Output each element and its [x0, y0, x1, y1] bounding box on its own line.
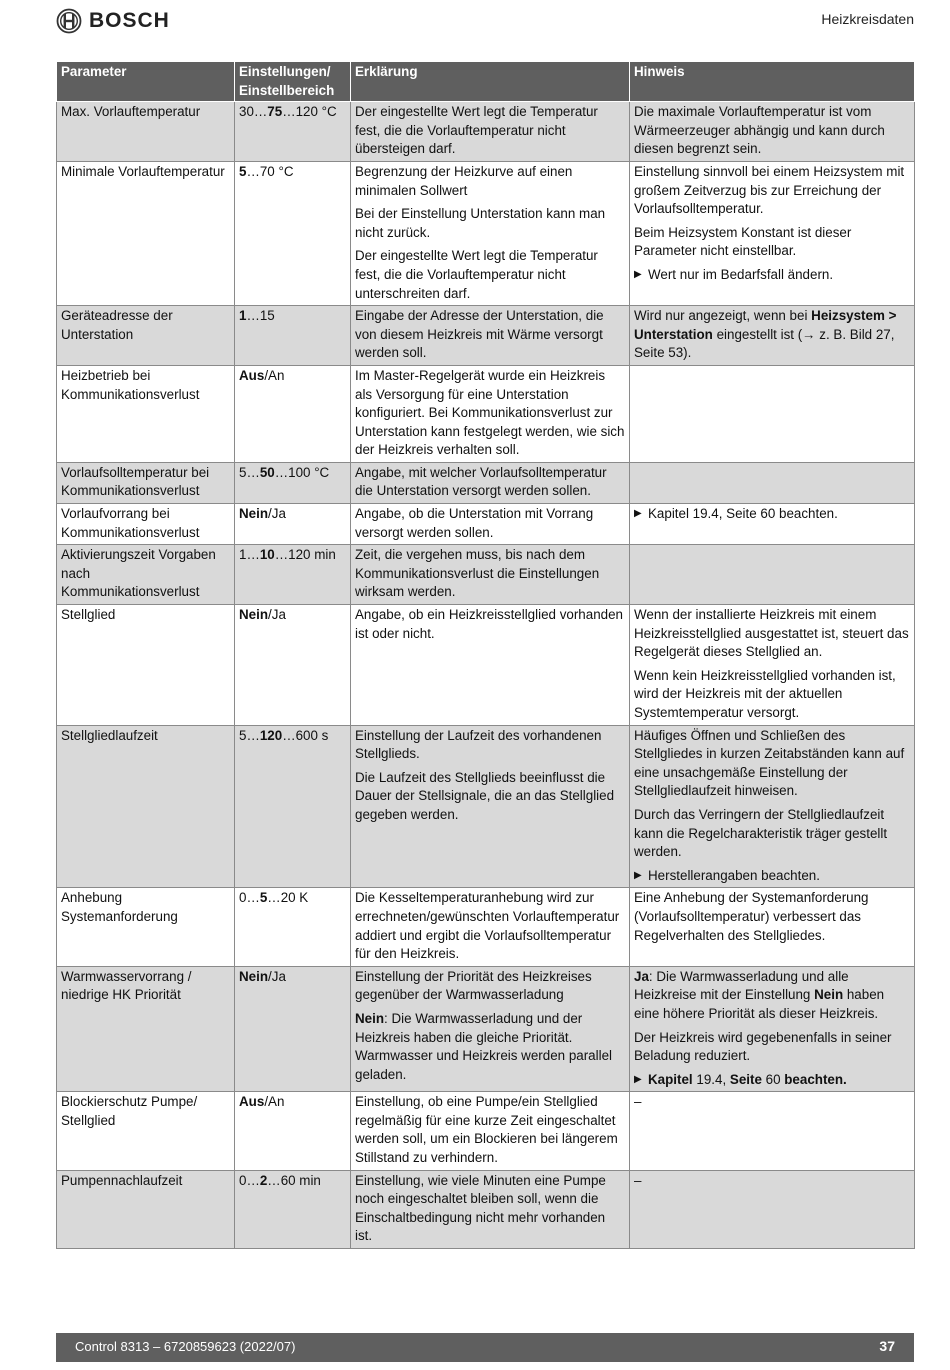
explanation-cell: [351, 725, 630, 888]
explanation-cell: [351, 504, 630, 545]
cell-paragraph: Eingabe der Adresse der Unterstation, die von diesem Heizkreis mit Wärme versorgt werden soll.: [355, 308, 604, 361]
note-cell: [630, 966, 915, 1092]
setting-cell: Nein/Ja: [235, 966, 351, 1092]
cell-paragraph: Im Master-Regelgerät wurde ein Heizkreis als Versorgung für eine Unterstation konfiguriert. Bei Kommunikationsverlust zur Unterstation kann festgelegt werden, wie sich der Heizkreis verhalten soll.: [355, 367, 625, 458]
cell-paragraph: Zeit, die vergehen muss, bis nach dem Kommunikationsverlust die Einstellungen wirksam werden.: [355, 547, 600, 600]
setting-cell: 5…120…600 s: [235, 725, 351, 888]
table-row: [57, 462, 915, 503]
note-cell: [630, 605, 915, 726]
table-row: [57, 504, 915, 545]
explanation-cell: [351, 102, 630, 162]
bullet-triangle-icon: ▶: [634, 268, 642, 280]
column-header: Einstellungen/ Einstellbereich: [235, 62, 351, 102]
cell-paragraph: –: [634, 1094, 642, 1110]
cell-paragraph: Begrenzung der Heizkurve auf einen minimalen Sollwert: [355, 163, 573, 198]
parameter-cell: Aktivierungszeit Vorgaben nach Kommunikationsverlust: [57, 545, 235, 605]
table-row: [57, 605, 915, 726]
parameter-cell: Vorlaufsolltemperatur bei Kommunikationsverlust: [57, 462, 235, 503]
setting-cell: 0…5…20 K: [235, 888, 351, 966]
cell-paragraph: Häufiges Öffnen und Schließen des Stellgliedes in kurzen Zeitabständen kann auf eine unsachgemäße Einstellung der Stellgliedlaufzeit hinweisen.: [634, 727, 905, 799]
cell-paragraph: Einstellung sinnvoll bei einem Heizsystem mit großem Zeitverzug bis zur Erreichung der Vorlaufsolltemperatur.: [634, 163, 905, 217]
cell-paragraph: Der Heizkreis wird gegebenenfalls in seiner Beladung reduziert.: [634, 1029, 892, 1064]
table-row: [57, 545, 915, 605]
parameter-cell: Warmwasservorrang / niedrige HK Priorität: [57, 966, 235, 1092]
document-id: Control 8313 – 6720859623 (2022/07): [75, 1339, 296, 1354]
explanation-cell: [351, 1170, 630, 1248]
cell-paragraph: Nein: Die Warmwasserladung und der Heizkreis haben die gleiche Priorität. Warmwasser und Heizkreis werden parallel geladen.: [355, 1010, 612, 1082]
explanation-cell: [351, 365, 630, 462]
column-header: Erklärung: [351, 62, 630, 102]
setting-cell: 5…70 °C: [235, 161, 351, 305]
cell-paragraph: Wird nur angezeigt, wenn bei Heizsystem > Unterstation eingestellt ist (→ z. B. Bild 27, Seite 53).: [634, 308, 897, 361]
parameter-cell: Heizbetrieb bei Kommunikationsverlust: [57, 365, 235, 462]
note-cell: [630, 888, 915, 966]
cell-paragraph: Angabe, mit welcher Vorlaufsolltemperatur die Unterstation versorgt werden sollen.: [355, 464, 607, 499]
parameter-cell: Blockierschutz Pumpe/ Stellglied: [57, 1092, 235, 1170]
column-header: Parameter: [57, 62, 235, 102]
note-cell: [630, 306, 915, 366]
cell-paragraph: Einstellung, wie viele Minuten eine Pumpe noch eingeschaltet bleiben soll, wenn die Einschaltbedingung nicht mehr vorhanden ist.: [355, 1172, 606, 1244]
cell-paragraph: Wenn der installierte Heizkreis mit einem Heizkreisstellglied ausgestattet ist, steuert das Regelgerät dieses Stellglied an.: [634, 607, 909, 660]
cell-paragraph: Der eingestellte Wert legt die Temperatur fest, die die Vorlauftemperatur nicht übersteigen darf.: [355, 104, 598, 157]
cell-paragraph: Die maximale Vorlauftemperatur ist vom Wärmeerzeuger abhängig und kann durch diesen begrenzt sein.: [634, 104, 885, 157]
cell-paragraph: Bei der Einstellung Unterstation kann man nicht zurück.: [355, 206, 606, 240]
parameter-cell: Vorlaufvorrang bei Kommunikationsverlust: [57, 504, 235, 545]
setting-cell: 5…50…100 °C: [235, 462, 351, 503]
parameter-cell: Pumpennachlaufzeit: [57, 1170, 235, 1248]
cell-paragraph: ▶ Kapitel 19.4, Seite 60 beachten.: [634, 1071, 910, 1090]
parameter-cell: Minimale Vorlauftemperatur: [57, 161, 235, 305]
explanation-cell: [351, 605, 630, 726]
cell-paragraph: Die Laufzeit des Stellglieds beeinflusst die Dauer der Stellsignale, die an das Stellglied gegeben werden.: [355, 769, 615, 822]
setting-cell: 30…75…120 °C: [235, 102, 351, 162]
setting-cell: Aus/An: [235, 1092, 351, 1170]
table-row: [57, 365, 915, 462]
page-number: 37: [879, 1338, 895, 1354]
cell-paragraph: Durch das Verringern der Stellgliedlaufzeit kann die Regelcharakteristik träger gestellt werden.: [634, 806, 888, 860]
note-cell: [630, 161, 915, 305]
note-cell: [630, 102, 915, 162]
note-cell: [630, 725, 915, 888]
table-row: [57, 306, 915, 366]
explanation-cell: [351, 545, 630, 605]
cell-paragraph: Einstellung der Laufzeit des vorhandenen Stellglieds.: [355, 727, 602, 762]
column-header: Hinweis: [630, 62, 915, 102]
cell-paragraph: Der eingestellte Wert legt die Temperatur fest, die die Vorlauftemperatur nicht unterschreiten darf.: [355, 248, 598, 301]
explanation-cell: [351, 161, 630, 305]
cell-paragraph: Einstellung der Priorität des Heizkreises gegenüber der Warmwasserladung: [355, 968, 592, 1003]
table-header-row: [57, 62, 915, 102]
cell-paragraph: Eine Anhebung der Systemanforderung (Vorlaufsolltemperatur) verbessert das Regelverhalten des Stellgliedes.: [634, 890, 869, 943]
table-row: [57, 1170, 915, 1248]
cell-paragraph: Ja: Die Warmwasserladung und alle Heizkreise mit der Einstellung Nein haben eine höhere Priorität als dieser Heizkreis.: [634, 968, 885, 1021]
table-row: [57, 1092, 915, 1170]
table-body: [57, 102, 915, 1249]
cell-paragraph: ▶ Wert nur im Bedarfsfall ändern.: [634, 266, 910, 285]
cell-paragraph: Die Kesseltemperaturanhebung wird zur errechneten/gewünschten Vorlauftemperatur addiert und ergibt die Vorlaufsolltemperatur für den Heizkreis.: [355, 890, 620, 962]
explanation-cell: [351, 1092, 630, 1170]
section-title: Heizkreisdaten: [821, 11, 914, 27]
cell-paragraph: ▶ Kapitel 19.4, Seite 60 beachten.: [634, 505, 910, 524]
brand-logo: [56, 8, 170, 34]
bullet-triangle-icon: ▶: [634, 869, 642, 881]
parameter-table: [56, 61, 915, 1249]
cell-paragraph: Angabe, ob die Unterstation mit Vorrang versorgt werden sollen.: [355, 506, 594, 540]
explanation-cell: [351, 462, 630, 503]
table-row: [57, 888, 915, 966]
page-footer: [56, 1333, 914, 1362]
note-cell: [630, 545, 915, 605]
cell-paragraph: Wenn kein Heizkreisstellglied vorhanden ist, wird der Heizkreis mit der aktuellen Systemtemperatur versorgt.: [634, 667, 896, 720]
cell-paragraph: Einstellung, ob eine Pumpe/ein Stellglied regelmäßig für eine kurze Zeit eingeschaltet werden soll, um ein Blockieren bei längerem Stillstand zu verhindern.: [355, 1094, 618, 1166]
cell-paragraph: Angabe, ob ein Heizkreisstellglied vorhanden ist oder nicht.: [355, 607, 623, 641]
setting-cell: 0…2…60 min: [235, 1170, 351, 1248]
note-cell: [630, 504, 915, 545]
table-row: [57, 161, 915, 305]
page-header: [56, 6, 914, 36]
explanation-cell: [351, 966, 630, 1092]
table-row: [57, 102, 915, 162]
bosch-armature-icon: [56, 8, 82, 34]
table-row: [57, 725, 915, 888]
brand-name: BOSCH: [89, 9, 170, 32]
cell-paragraph: ▶ Herstellerangaben beachten.: [634, 867, 910, 886]
note-cell: [630, 365, 915, 462]
parameter-cell: Stellgliedlaufzeit: [57, 725, 235, 888]
parameter-cell: Geräteadresse der Unterstation: [57, 306, 235, 366]
cell-paragraph: Beim Heizsystem Konstant ist dieser Parameter nicht einstellbar.: [634, 224, 852, 259]
setting-cell: Nein/Ja: [235, 504, 351, 545]
cell-paragraph: –: [634, 1172, 642, 1188]
setting-cell: Nein/Ja: [235, 605, 351, 726]
table-row: [57, 966, 915, 1092]
note-cell: [630, 462, 915, 503]
explanation-cell: [351, 888, 630, 966]
note-cell: [630, 1092, 915, 1170]
parameter-cell: Max. Vorlauftemperatur: [57, 102, 235, 162]
note-cell: [630, 1170, 915, 1248]
setting-cell: 1…15: [235, 306, 351, 366]
setting-cell: 1…10…120 min: [235, 545, 351, 605]
parameter-cell: Stellglied: [57, 605, 235, 726]
bullet-triangle-icon: ▶: [634, 508, 642, 520]
explanation-cell: [351, 306, 630, 366]
bullet-triangle-icon: ▶: [634, 1073, 642, 1085]
setting-cell: Aus/An: [235, 365, 351, 462]
parameter-cell: Anhebung Systemanforderung: [57, 888, 235, 966]
